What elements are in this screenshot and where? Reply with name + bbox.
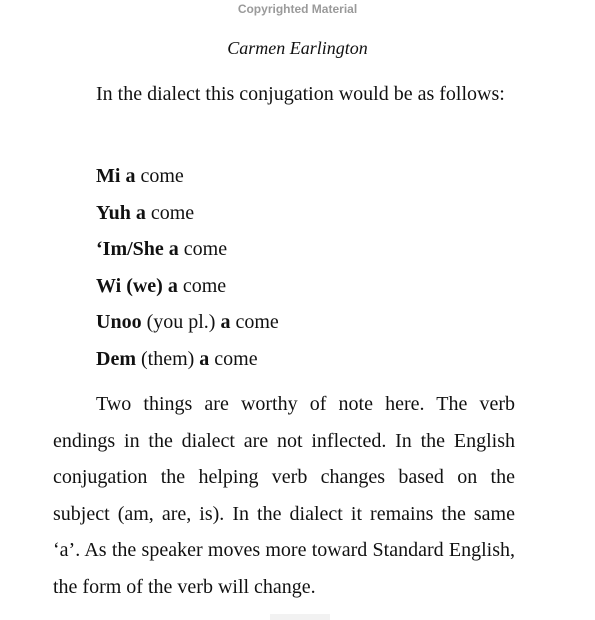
conjugation-verb: come (140, 165, 184, 187)
conjugation-pronoun: Dem (96, 347, 136, 370)
conjugation-aux: a (135, 201, 146, 224)
conjugation-pronoun: ‘Im/She (96, 238, 164, 261)
paragraph-note-text: Two things are worthy of note here. The verb endings in the dialect are not inflected. In the English conjugation the helping verb changes based on the subject (am, are, is). In the dialect it remains the same ‘a’. As the speaker moves more toward Standard English, the form of the verb will change. (53, 393, 515, 598)
conjugation-verb: come (214, 347, 258, 370)
conjugation-aux: a (199, 347, 210, 370)
conjugation-row (96, 158, 279, 195)
conjugation-pronoun: Wi (we) (96, 274, 163, 297)
conjugation-verb: come (182, 274, 227, 297)
conjugation-gloss: (them) (140, 347, 195, 370)
paragraph-intro-text: In the dialect this conjugation would be as follows: (96, 83, 505, 105)
conjugation-row (96, 268, 279, 305)
conjugation-verb: come (150, 201, 195, 224)
conjugation-pronoun: Unoo (96, 311, 142, 334)
conjugation-list (96, 158, 279, 378)
paragraph-note (53, 386, 515, 606)
conjugation-row (96, 304, 279, 341)
page-footer-mark (270, 614, 330, 620)
conjugation-aux: a (167, 274, 178, 297)
copyright-watermark: Copyrighted Material (237, 2, 358, 16)
conjugation-gloss: (you pl.) (146, 311, 216, 334)
conjugation-row (96, 195, 279, 232)
conjugation-aux: a (168, 238, 179, 261)
conjugation-pronoun: Mi (96, 165, 121, 187)
paragraph-intro (53, 76, 515, 113)
running-head-author: Carmen Earlington (227, 38, 368, 58)
conjugation-pronoun: Yuh (96, 201, 131, 224)
conjugation-aux: a (220, 311, 231, 334)
conjugation-row (96, 231, 279, 268)
conjugation-aux: a (125, 165, 136, 187)
conjugation-row (96, 341, 279, 378)
conjugation-verb: come (183, 238, 228, 261)
conjugation-verb: come (235, 311, 279, 334)
